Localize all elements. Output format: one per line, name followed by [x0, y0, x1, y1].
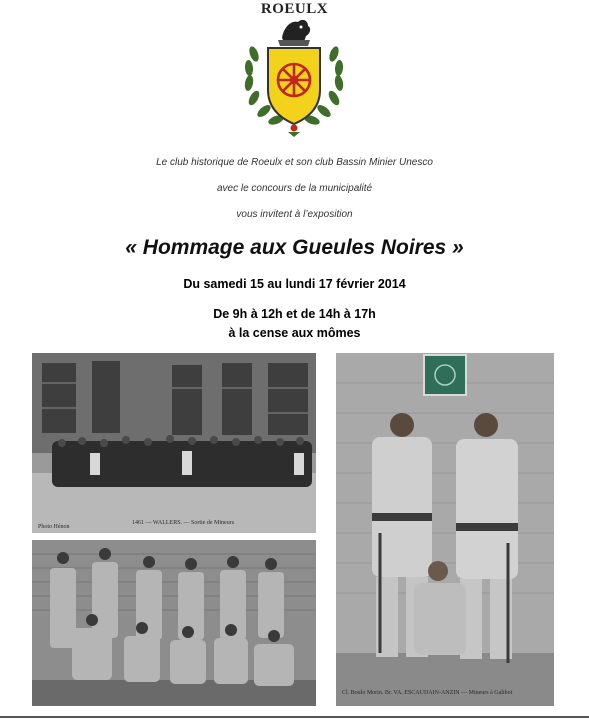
intro-line-1: Le club historique de Roeulx et son club Bassin Minier Unesco — [156, 157, 433, 168]
stamp-icon — [424, 355, 466, 395]
town-name: ROEULX — [260, 1, 329, 17]
photo-credit: Photo Hénon — [38, 524, 70, 530]
exhibition-hours: De 9h à 12h et de 14h à 17h — [213, 307, 376, 321]
photo-miners-group — [32, 540, 316, 706]
photo-caption: 1461 — WALLERS. — Sortie de Mineurs — [132, 520, 235, 526]
exhibition-title: « Hommage aux Gueules Noires » — [125, 236, 464, 259]
wheel-icon — [278, 64, 310, 96]
intro-line-2: avec le concours de la municipalité — [216, 183, 373, 194]
photo-miners-galibot — [336, 353, 554, 706]
page-divider — [0, 716, 589, 718]
photo-caption-right: Cl. Boulo Morin. Br. VA. ESCAUDAIN-ANZIN — Mineurs à Galibot — [342, 690, 513, 696]
exhibition-venue: à la cense aux mômes — [228, 326, 361, 340]
photo-miners-exit — [32, 353, 316, 533]
coat-of-arms — [238, 16, 350, 138]
intro-line-3: vous invitent à l’exposition — [236, 209, 353, 220]
exhibition-dates: Du samedi 15 au lundi 17 février 2014 — [183, 277, 406, 291]
rooster-icon — [278, 20, 310, 46]
